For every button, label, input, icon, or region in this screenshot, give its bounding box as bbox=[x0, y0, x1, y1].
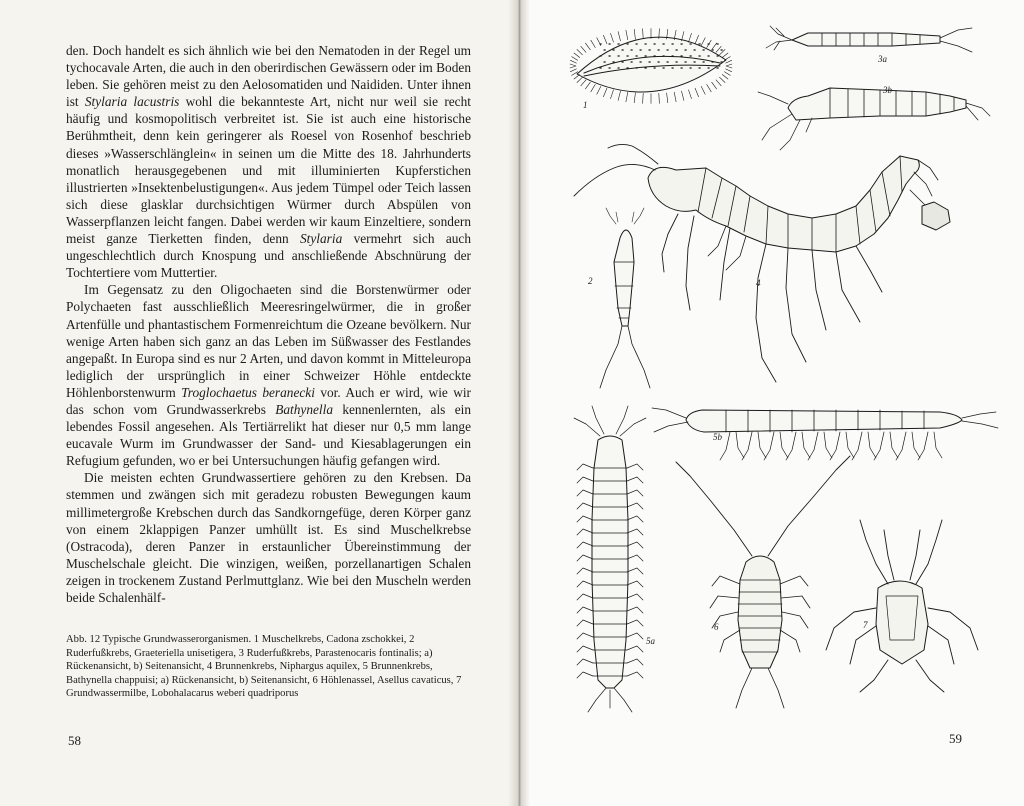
species-name: Stylaria lacustris bbox=[84, 94, 180, 110]
figure-2-copepod bbox=[600, 208, 650, 388]
figure-label-3a: 3a bbox=[878, 54, 887, 64]
page-number-left: 58 bbox=[68, 733, 81, 748]
figure-1-ostracod bbox=[570, 29, 732, 104]
figure-label-6: 6 bbox=[714, 622, 719, 632]
figure-label-4: 4 bbox=[756, 278, 761, 288]
figure-6-isopod bbox=[676, 456, 850, 708]
text-run: wohl die bekannteste Art, nicht nur weil sie recht häufig und kosmopolitisch verbreitet ist. Sie ist auch eine historische Berühmtheit, denn kein geringerer als Roesel von Rosenhof beschrieb dieses »Wasserschlänglein« in seinen um die Mitte des 18. Jahrhunderts monatlich herausgegebenen und mit illuminierten Kupferstichen illustrierten »Insektenbelustigungen«. Aus jedem Tümpel oder Teich lassen sich diese glasklar durchsichtigen Würmer durch Abspülen von Wasserpflanzen leicht fangen. Dabei werden wir kaum Einzeltiere, sondern meist ganze Tierketten finden, denn bbox=[66, 94, 471, 247]
figure-label-2: 2 bbox=[588, 276, 593, 286]
figure-3b-copepod-lateral bbox=[758, 88, 990, 150]
paragraph bbox=[66, 281, 471, 469]
text-run: vor. Auch er wird, wie wir das schon vom Grundwasserkrebs bbox=[66, 384, 471, 417]
text-run: Die meisten echten Grundwassertiere gehören zu den Krebsen. Da stemmen und zwängen sich mit geradezu robusten Bewegungen kaum millimetergroße Krebschen durch das Sandkorngefüge, deren Körper ganz von einem 2klappigen Panzer umhüllt ist. Es sind Muschelkrebse (Ostracoda), deren Panzer in erstaunlicher Übereinstimmung der Muschelschale gleicht. Die winzigen, weißen, porzellanartigen Schalen zeigen in trockenem Zustand Perlmuttglanz. Wie bei den Muscheln werden beide Schalenhälf- bbox=[66, 470, 471, 605]
figure-label-3b: 3b bbox=[883, 85, 892, 95]
figure-label-1: 1 bbox=[583, 100, 588, 110]
figure-label-5a: 5a bbox=[646, 636, 655, 646]
text-run: Im Gegensatz zu den Oligochaeten sind die Borstenwürmer oder Polychaeten fast ausschließlich Meeresringelwürmer, die in großer Artenfülle und phantastischem Formenreichtum die Ozeane bevölkern. Nur wenige Arten haben sich ganz an das Leben im Süßwasser des Festlandes angepaßt. In Europa sind es nur 2 Arten, und davon kommt in Mitteleuropa lediglich der ursprünglich in einer Schweizer Höhle entdeckte Höhlenborstenwurm bbox=[66, 282, 471, 400]
paragraph bbox=[66, 42, 471, 281]
page-number-right: 59 bbox=[949, 731, 962, 746]
book-gutter bbox=[508, 0, 530, 806]
paragraph bbox=[66, 469, 471, 606]
figure-7-mite bbox=[826, 520, 978, 692]
figure-5a-bathynella-dorsal bbox=[574, 406, 646, 712]
body-text bbox=[66, 42, 471, 606]
organism-illustration bbox=[530, 0, 1024, 806]
species-name: Troglochaetus beranecki bbox=[181, 384, 315, 400]
text-run: vermehrt sich auch ungeschlechtlich durch Knospung und anschließende Abschnürung der Tochtertiere vom Muttertier. bbox=[66, 231, 472, 281]
text-run: den. Doch handelt es sich ähnlich wie bei den Nematoden in der Regel um tychocavale Arten, die auch in den oberirdischen Gewässern oder im Boden leben. Sie gehören meist zu den Aelosomatiden und Naididen. Unter ihnen ist bbox=[66, 43, 471, 110]
text-run: kennenlernten, als ein lebendes Fossil angesehen. Als Tertiärrelikt hat dieser nur 0,5 mm lange eucavale Wurm im Grundwasser der Sand- und Kiesablagerungen ein Refugium gefunden, wo er bei Untersuchungen häufig gefangen wird. bbox=[66, 401, 471, 469]
species-name: Bathynella bbox=[275, 401, 334, 417]
figure-caption: Abb. 12 Typische Grundwasserorganismen. 1 Muschelkrebs, Cadona zschokkei, 2 Ruderfußkrebs, Graeteriella unisetigera, 3 Ruderfußkrebs, Parastenocaris fontinalis; a) Rückenansicht, b) Seitenansicht, 4 Brunnenkrebs, Niphargus aquilex, 5 Brunnenkrebs, Bathynella chappuisi; a) Rückenansicht, b) Seitenansicht, 6 Höhlenassel, Asellus cavaticus, 7 Grundwassermilbe, Lobohalacarus weberi quadriporus bbox=[66, 634, 462, 700]
species-name: Stylaria bbox=[300, 231, 343, 247]
figure-label-5b: 5b bbox=[713, 432, 722, 442]
figure-label-7: 7 bbox=[863, 620, 868, 630]
figure-3a-copepod-dorsal bbox=[766, 26, 972, 52]
figure-5b-bathynella-lateral bbox=[652, 408, 998, 460]
